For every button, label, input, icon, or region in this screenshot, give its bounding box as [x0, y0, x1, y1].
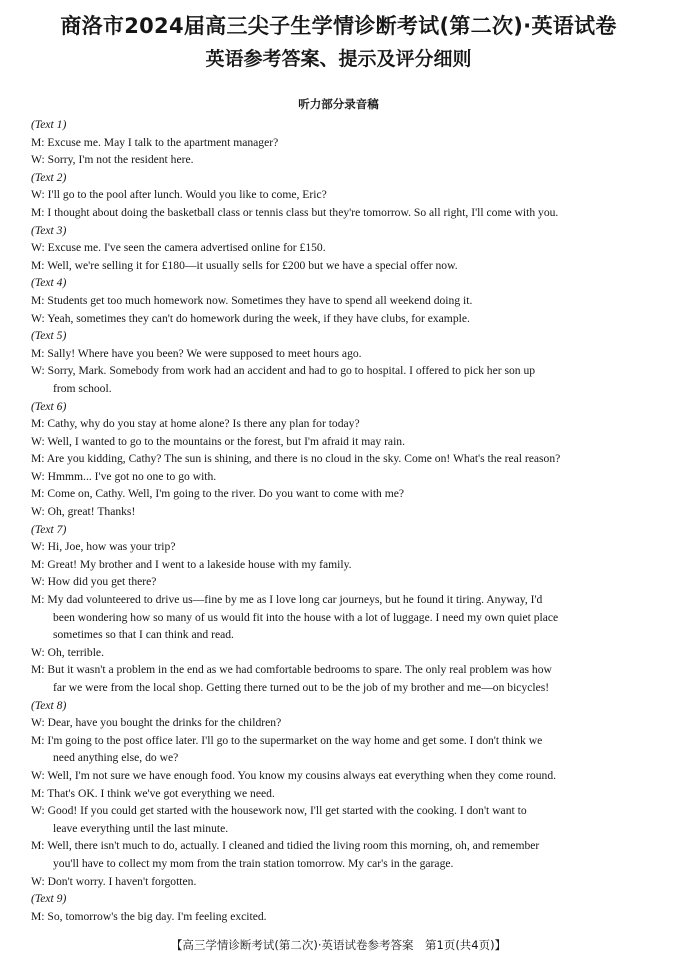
dialogue-continuation: been wondering how so many of us would fit into the house with a lot of luggage. I need my own quiet place [53, 610, 559, 624]
dialogue-line: M: Sally! Where have you been? We were supposed to meet hours ago. [31, 346, 362, 360]
page-footer: 【高三学情诊断考试(第二次)·英语试卷参考答案 第1页(共4页)】 [170, 938, 507, 952]
dialogue-line: W: Oh, terrible. [31, 645, 104, 659]
document-title: 商洛市2024届高三尖子生学情诊断考试(第二次)·英语试卷 [60, 14, 617, 38]
text-label: (Text 6) [31, 399, 67, 413]
dialogue-line: W: Oh, great! Thanks! [31, 505, 136, 519]
text-label: (Text 3) [31, 223, 67, 237]
text-label: (Text 2) [31, 170, 67, 184]
text-label: (Text 7) [31, 522, 67, 536]
section-heading: 听力部分录音稿 [298, 97, 379, 111]
dialogue-line: W: Dear, have you bought the drinks for the children? [31, 716, 282, 730]
dialogue-line: W: Hmmm... I've got no one to go with. [31, 469, 217, 483]
dialogue-continuation: you'll have to collect my mom from the train station tomorrow. My car's in the garage. [53, 856, 454, 870]
text-label: (Text 4) [31, 276, 67, 290]
dialogue-line: W: Sorry, I'm not the resident here. [31, 153, 194, 167]
dialogue-continuation: need anything else, do we? [53, 751, 179, 765]
dialogue-line: M: Well, there isn't much to do, actually. I cleaned and tidied the living room this morning, oh, and remember [31, 839, 540, 853]
dialogue-line: W: Excuse me. I've seen the camera advertised online for £150. [31, 241, 326, 255]
dialogue-line: M: Students get too much homework now. Sometimes they have to spend all weekend doing it. [31, 293, 473, 307]
dialogue-continuation: from school. [53, 381, 112, 395]
dialogue-line: M: I thought about doing the basketball class or tennis class but they're tomorrow. So all right, I'll come with you. [31, 205, 559, 219]
text-label: (Text 1) [31, 118, 67, 131]
text-label: (Text 9) [31, 892, 67, 906]
dialogue-line: M: My dad volunteered to drive us—fine by me as I love long car journeys, but he found it tiring. Anyway, I'd [31, 593, 543, 607]
dialogue-continuation: sometimes so that I can think and read. [53, 628, 234, 642]
dialogue-line: M: Are you kidding, Cathy? The sun is shining, and there is no cloud in the sky. Come on! What's the real reason? [31, 452, 561, 466]
dialogue-line: W: Yeah, sometimes they can't do homework during the week, if they have clubs, for example. [31, 311, 470, 325]
dialogue-line: M: I'm going to the post office later. I'll go to the supermarket on the way home and get some. I don't think we [31, 733, 543, 747]
text-label: (Text 8) [31, 698, 67, 712]
dialogue-line: M: So, tomorrow's the big day. I'm feeling excited. [31, 909, 267, 923]
dialogue-line: W: Well, I'm not sure we have enough food. You know my cousins always eat everything when they come round. [31, 768, 557, 782]
dialogue-line: M: Cathy, why do you stay at home alone? Is there any plan for today? [31, 417, 360, 431]
dialogue-line: W: Sorry, Mark. Somebody from work had an accident and had to go to hospital. I offered to pick her son up [31, 364, 536, 378]
dialogue-line: M: Well, we're selling it for £180—it usually sells for £200 but we have a special offer now. [31, 258, 458, 272]
dialogue-line: M: But it wasn't a problem in the end as we had comfortable bedrooms to spare. The only real problem was how [31, 663, 552, 677]
text-label: (Text 5) [31, 329, 67, 343]
dialogue-continuation: far we were from the local shop. Getting there turned out to be the job of my brother and me—on bicycles! [53, 681, 550, 694]
listening-transcript [31, 116, 653, 925]
dialogue-line: W: Don't worry. I haven't forgotten. [31, 874, 197, 888]
dialogue-line: M: Come on, Cathy. Well, I'm going to the river. Do you want to come with me? [31, 487, 405, 501]
dialogue-line: W: How did you get there? [31, 575, 157, 589]
dialogue-line: W: I'll go to the pool after lunch. Would you like to come, Eric? [31, 188, 327, 202]
dialogue-line: M: Excuse me. May I talk to the apartment manager? [31, 135, 279, 149]
dialogue-line: W: Hi, Joe, how was your trip? [31, 540, 176, 554]
dialogue-line: W: Good! If you could get started with the housework now, I'll get started with the cooking. I don't want to [31, 804, 527, 818]
dialogue-continuation: leave everything until the last minute. [53, 821, 229, 835]
dialogue-line: M: Great! My brother and I went to a lakeside house with my family. [31, 557, 352, 571]
dialogue-line: M: That's OK. I think we've got everything we need. [31, 786, 275, 800]
document-subtitle: 英语参考答案、提示及评分细则 [205, 48, 472, 70]
dialogue-line: W: Well, I wanted to go to the mountains or the forest, but I'm afraid it may rain. [31, 434, 405, 448]
